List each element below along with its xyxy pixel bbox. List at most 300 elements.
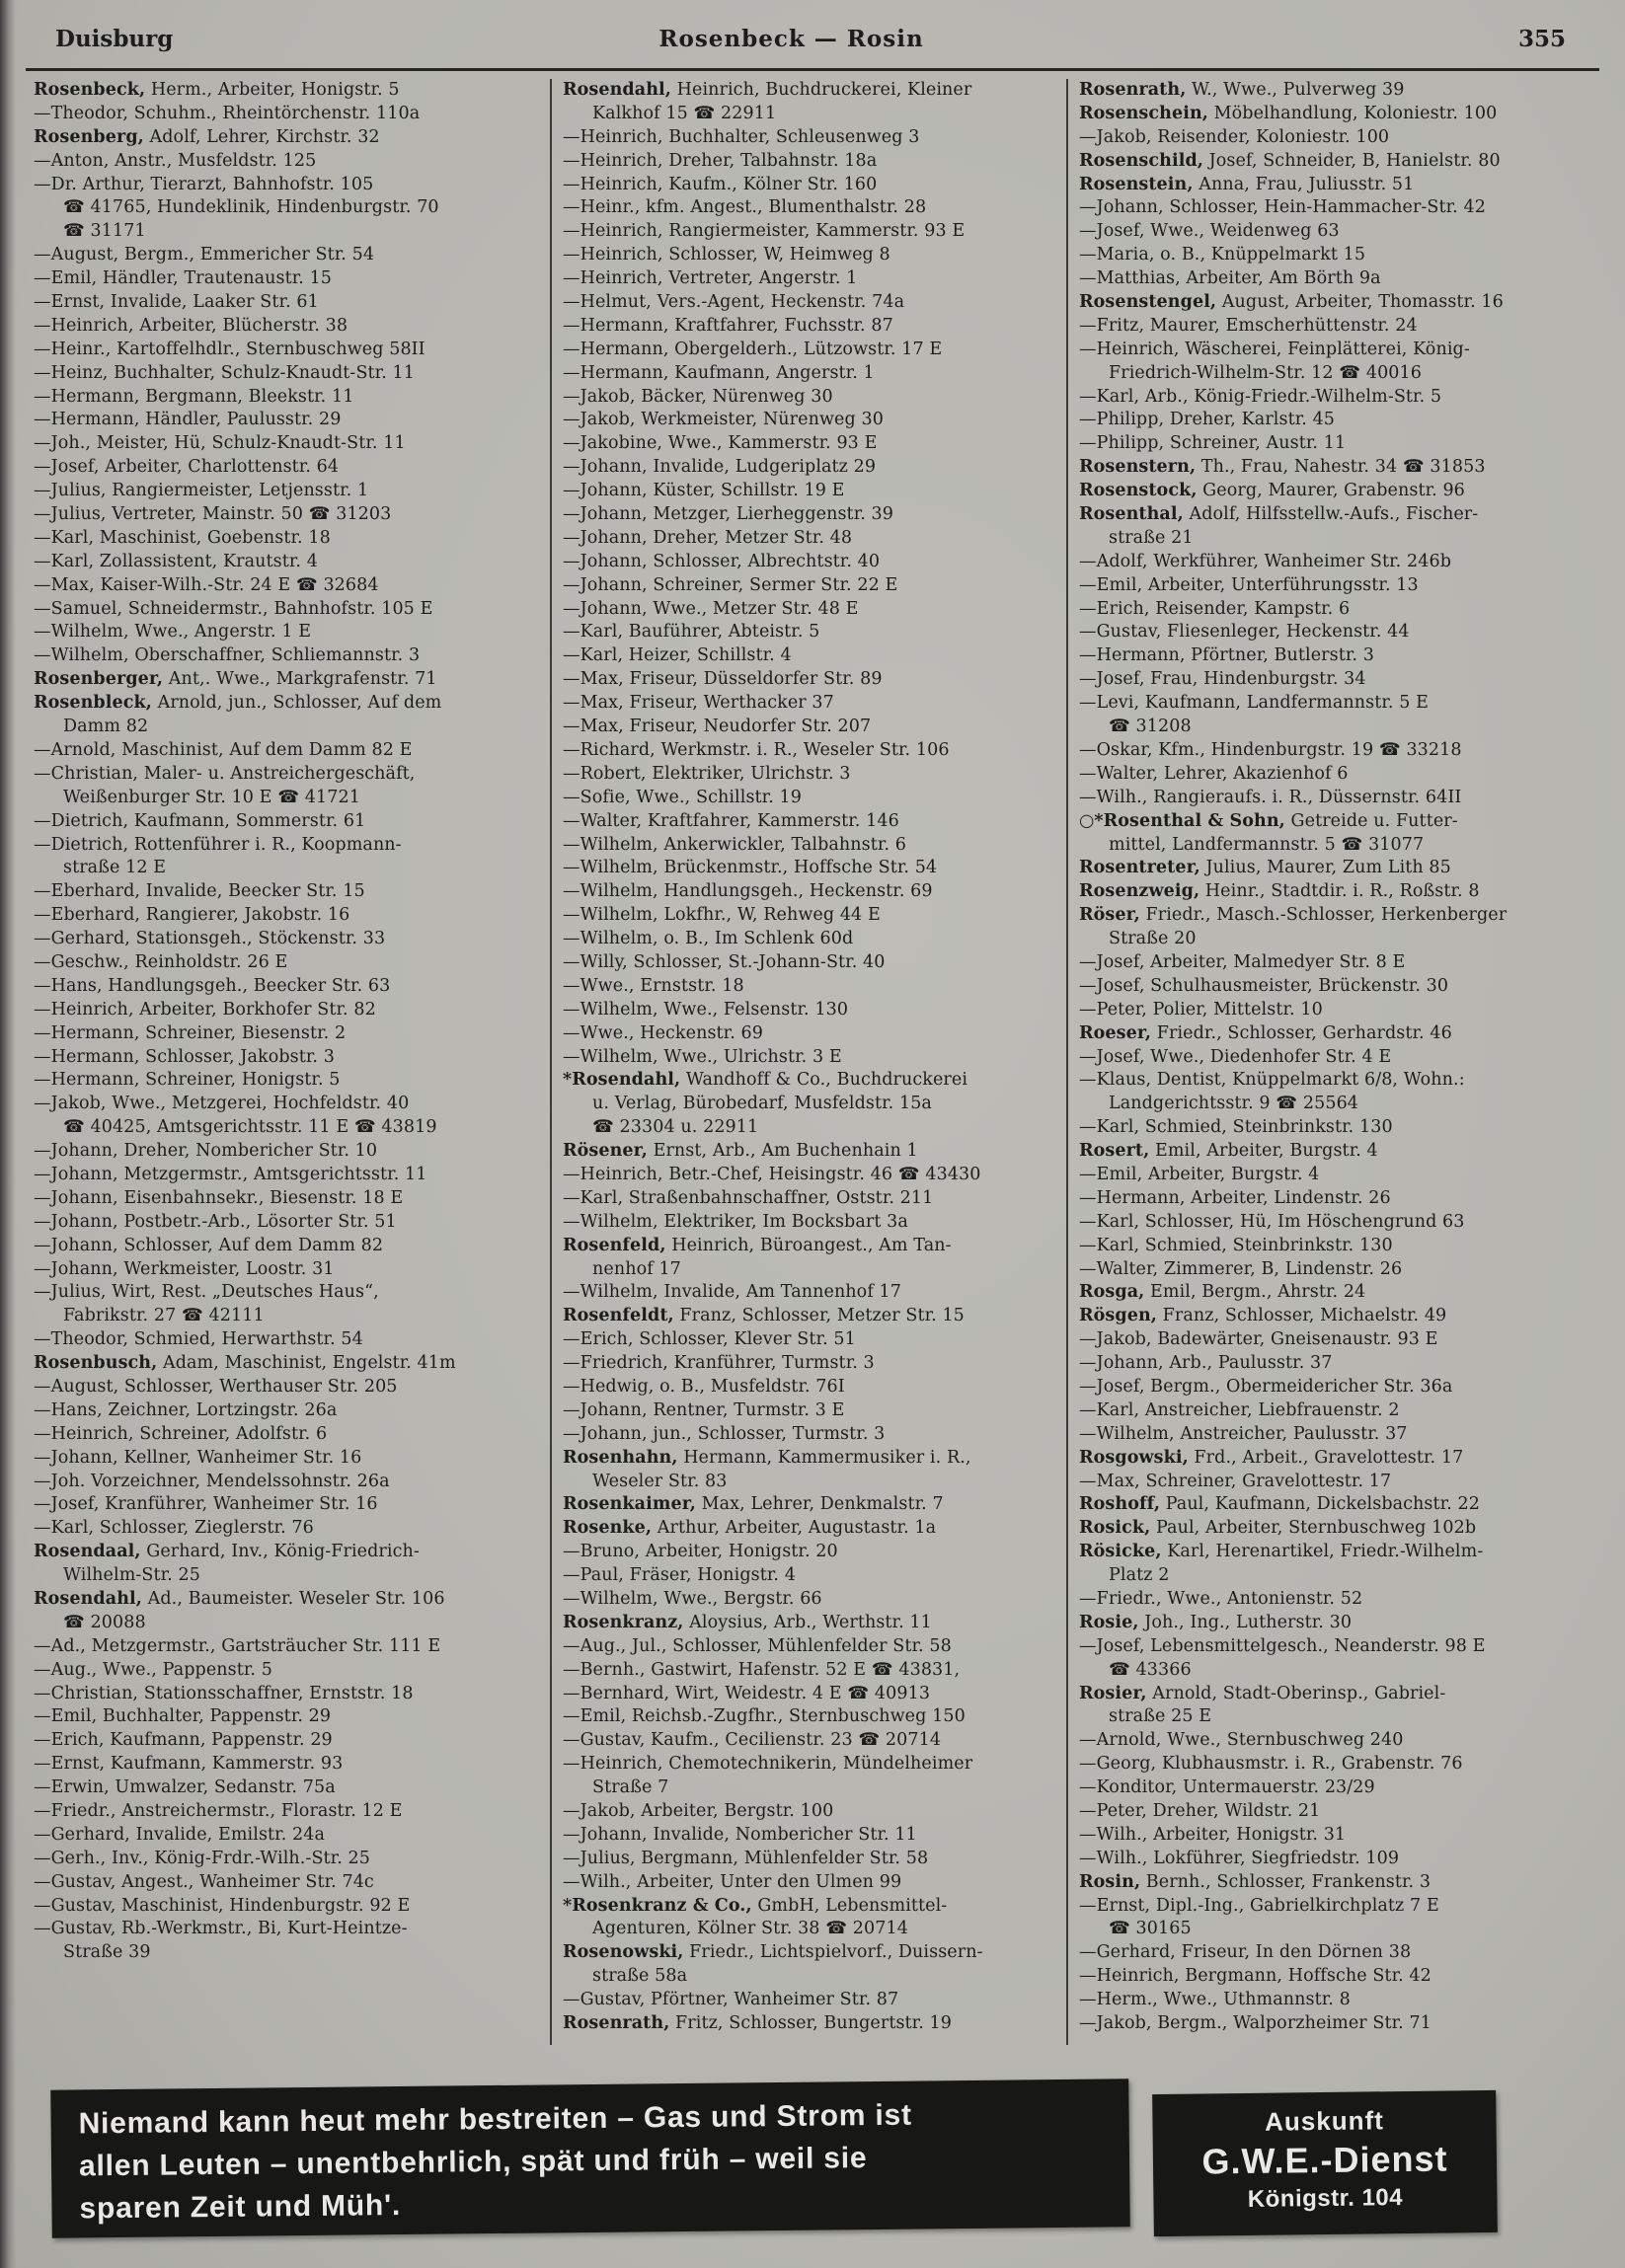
column-1 [34, 79, 543, 2045]
entry-line: —Hermann, Bergmann, Bleekstr. 11 [34, 386, 354, 407]
entry-line: Rosenhahn, Hermann, Kammermusiker i. R., [563, 1447, 971, 1468]
entry-line: Wilhelm-Str. 25 [63, 1565, 200, 1586]
entry-line: —Ad., Metzgermstr., Gartsträucher Str. 111 E [34, 1635, 441, 1656]
entry-line: —Jakob, Werkmeister, Nürenweg 30 [563, 410, 884, 430]
entry-line: —Julius, Wirt, Rest. „Deutsches Haus“, [34, 1282, 379, 1303]
entry-line: Rosenfeld, Heinrich, Büroangest., Am Tan- [563, 1235, 952, 1255]
entry-line: —Peter, Polier, Mittelstr. 10 [1079, 999, 1323, 1020]
entry-line: —Friedr., Anstreichermstr., Florastr. 12 E [34, 1801, 403, 1822]
entry-line: Rosenstengel, August, Arbeiter, Thomasstr. 16 [1079, 292, 1504, 313]
surname: Roshoff, [1079, 1494, 1161, 1515]
entry-line: ☎ 43366 [1109, 1659, 1192, 1680]
entry-line: —Dr. Arthur, Tierarzt, Bahnhofstr. 105 [34, 174, 374, 194]
entry-line: —Fritz, Maurer, Emscherhüttenstr. 24 [1079, 315, 1418, 336]
entry-line: —Gerh., Inv., König-Frdr.-Wilh.-Str. 25 [34, 1848, 371, 1868]
entry-line: Straße 20 [1109, 929, 1197, 949]
surname: Rosie, [1079, 1612, 1139, 1632]
surname: Rosenkranz, [563, 1612, 684, 1632]
entry-line: Rosenbleck, Arnold, jun., Schlosser, Auf dem [34, 693, 442, 714]
entry-line: —Bruno, Arbeiter, Honigstr. 20 [563, 1542, 838, 1562]
entry-line: —Philipp, Dreher, Karlstr. 45 [1079, 410, 1336, 430]
entry-line: straße 25 E [1109, 1706, 1212, 1727]
entry-line: —Johann, Wwe., Metzer Str. 48 E [563, 598, 859, 619]
entry-line: —Heinr., kfm. Angest., Blumenthalstr. 28 [563, 197, 927, 218]
entry-line: —Herm., Wwe., Uthmannstr. 8 [1079, 1990, 1351, 2010]
entry-line: —Wwe., Ernststr. 18 [563, 975, 744, 996]
entry-line: —Wilhelm, Invalide, Am Tannenhof 17 [563, 1282, 902, 1303]
entry-line: —Konditor, Untermauerstr. 23/29 [1079, 1777, 1375, 1798]
surname: Rosert, [1079, 1141, 1150, 1162]
entry-line: —Gustav, Pförtner, Wanheimer Str. 87 [563, 1990, 899, 2010]
entry-line: ☎ 31208 [1109, 717, 1192, 737]
entry-line: straße 12 E [63, 858, 167, 878]
header-name-range: Rosenbeck — Rosin [658, 26, 924, 52]
entry-line: Roeser, Friedr., Schlosser, Gerhardstr. 46 [1079, 1022, 1452, 1043]
entry-line: —August, Schlosser, Werthauser Str. 205 [34, 1376, 398, 1397]
ad-contact-label: Auskunft [1264, 2105, 1384, 2137]
entry-line: Rosenstern, Th., Frau, Nahestr. 34 ☎ 31853 [1079, 457, 1486, 478]
entry-line: —Walter, Lehrer, Akazienhof 6 [1079, 763, 1349, 784]
entry-line: —Max, Schreiner, Gravelottestr. 17 [1079, 1471, 1392, 1491]
entry-line: —Gustav, Rb.-Werkmstr., Bi, Kurt-Heintze- [34, 1919, 408, 1939]
entry-line: —Heinr., Kartoffelhdlr., Sternbuschweg 58II [34, 339, 426, 359]
entry-line: —Johann, Invalide, Nombericher Str. 11 [563, 1824, 917, 1845]
surname: Rosenstengel, [1079, 292, 1217, 313]
entry-line: —Dietrich, Rottenführer i. R., Koopmann- [34, 834, 402, 855]
entry-line: —Wwe., Heckenstr. 69 [563, 1022, 764, 1043]
entry-line: —Gustav, Maschinist, Hindenburgstr. 92 E [34, 1895, 411, 1916]
entry-line: —Heinrich, Arbeiter, Blücherstr. 38 [34, 315, 348, 336]
surname: Rosenke, [563, 1518, 653, 1539]
entry-line: Rosenbusch, Adam, Maschinist, Engelstr. 41m [34, 1353, 456, 1374]
entry-line: —Hermann, Kaufmann, Angerstr. 1 [563, 362, 875, 383]
entry-line: —August, Bergm., Emmericher Str. 54 [34, 245, 375, 265]
entry-line: ☎ 31171 [63, 221, 146, 242]
entry-line: —Karl, Schmied, Steinbrinkstr. 130 [1079, 1235, 1393, 1255]
entry-line: —Heinrich, Wäscherei, Feinplätterei, König- [1079, 339, 1470, 359]
entry-line: —Josef, Wwe., Weidenweg 63 [1079, 221, 1340, 242]
entry-line: Rosick, Paul, Arbeiter, Sternbuschweg 102b [1079, 1518, 1477, 1539]
entry-line: Rosie, Joh., Ing., Lutherstr. 30 [1079, 1612, 1353, 1632]
entry-line: —Jakob, Wwe., Metzgerei, Hochfeldstr. 40 [34, 1094, 410, 1114]
entry-line: —Wilh., Lokführer, Siegfriedstr. 109 [1079, 1848, 1400, 1868]
entry-line: —Hermann, Schreiner, Biesenstr. 2 [34, 1022, 347, 1043]
entry-line: —Walter, Zimmerer, B, Lindenstr. 26 [1079, 1258, 1403, 1279]
entry-line: —Wilhelm, Lokfhr., W, Rehweg 44 E [563, 905, 881, 926]
entry-line: —Theodor, Schmied, Herwarthstr. 54 [34, 1329, 363, 1350]
entry-line: Agenturen, Kölner Str. 38 ☎ 20714 [592, 1919, 908, 1939]
entry-line: Rosenowski, Friedr., Lichtspielvorf., Duissern- [563, 1942, 983, 1963]
entry-line: —Josef, Frau, Hindenburgstr. 34 [1079, 669, 1366, 690]
entry-line: —Emil, Arbeiter, Unterführungsstr. 13 [1079, 574, 1419, 595]
entry-line: —Wilhelm, Ankerwickler, Talbahnstr. 6 [563, 834, 906, 855]
entry-line: —Johann, Eisenbahnsekr., Biesenstr. 18 E [34, 1187, 404, 1208]
entry-line: ☎ 30165 [1109, 1919, 1192, 1939]
entry-line: Platz 2 [1109, 1565, 1170, 1586]
entry-line: —Wilhelm, Handlungsgeh., Heckenstr. 69 [563, 881, 933, 902]
ad-slogan-line-1: Niemand kann heut mehr bestreiten – Gas und Strom ist [78, 2098, 912, 2141]
entry-line: Rosendahl, Ad., Baumeister. Weseler Str. 106 [34, 1589, 445, 1609]
entry-line: —Richard, Werkmstr. i. R., Weseler Str. 106 [563, 739, 950, 760]
entry-line: Rosenschild, Josef, Schneider, B, Hanielstr. 80 [1079, 150, 1501, 171]
surname: Rosendaal, [34, 1542, 141, 1562]
entry-line: straße 21 [1109, 527, 1194, 548]
entry-line: —Johann, Werkmeister, Loostr. 31 [34, 1258, 335, 1279]
entry-line: Rosgowski, Frd., Arbeit., Gravelottestr. 17 [1079, 1447, 1464, 1468]
entry-line: —Max, Friseur, Neudorfer Str. 207 [563, 717, 872, 737]
entry-line: —Johann, Schlosser, Albrechtstr. 40 [563, 551, 881, 571]
entry-line: —Jakob, Badewärter, Gneisenaustr. 93 E [1079, 1329, 1438, 1350]
entry-line: —Johann, Dreher, Nombericher Str. 10 [34, 1141, 378, 1162]
entry-line: —Johann, Postbetr.-Arb., Lösorter Str. 51 [34, 1211, 397, 1232]
entry-line: —Gustav, Angest., Wanheimer Str. 74c [34, 1871, 374, 1892]
entry-line: straße 58a [592, 1966, 688, 1987]
surname: Rösener, [563, 1141, 648, 1162]
entry-line: —Julius, Rangiermeister, Letjensstr. 1 [34, 481, 369, 501]
entry-line: —Geschw., Reinholdstr. 26 E [34, 951, 288, 972]
ad-banner-slogan [50, 2079, 1130, 2237]
entry-line: Rosin, Bernh., Schlosser, Frankenstr. 3 [1079, 1871, 1432, 1892]
entry-line: —Hermann, Obergelderh., Lützowstr. 17 E [563, 339, 943, 359]
entry-line: nenhof 17 [592, 1258, 681, 1279]
header-page-number: 355 [1517, 26, 1566, 52]
entry-line: —Heinrich, Betr.-Chef, Heisingstr. 46 ☎ 43430 [563, 1164, 981, 1184]
entry-line: —Anton, Anstr., Musfeldstr. 125 [34, 150, 317, 171]
entry-line: —Karl, Arb., König-Friedr.-Wilhelm-Str. 5 [1079, 386, 1442, 407]
entry-line: —Johann, Metzgermstr., Amtsgerichtsstr. 11 [34, 1164, 427, 1184]
header-rule [26, 68, 1599, 71]
entry-line: —Wilhelm, o. B., Im Schlenk 60d [563, 929, 854, 949]
surname: Rosenrath, [1079, 80, 1187, 100]
entry-line: Rosier, Arnold, Stadt-Oberinsp., Gabriel- [1079, 1683, 1446, 1703]
entry-line: —Heinrich, Arbeiter, Borkhofer Str. 82 [34, 999, 376, 1020]
entry-line: —Heinrich, Dreher, Talbahnstr. 18a [563, 150, 878, 171]
entry-line: —Johann, Schreiner, Sermer Str. 22 E [563, 574, 898, 595]
entry-line: —Karl, Zollassistent, Krautstr. 4 [34, 551, 318, 571]
entry-line: Rosenkaimer, Max, Lehrer, Denkmalstr. 7 [563, 1494, 944, 1515]
entry-line: Rosert, Emil, Arbeiter, Burgstr. 4 [1079, 1141, 1378, 1162]
entry-line: —Josef, Arbeiter, Charlottenstr. 64 [34, 457, 340, 478]
entry-line: —Ernst, Invalide, Laaker Str. 61 [34, 292, 319, 313]
surname: Rosenberger, [34, 669, 164, 690]
surname: Rosenowski, [563, 1942, 684, 1963]
entry-line: —Bernh., Gastwirt, Hafenstr. 52 E ☎ 43831, [563, 1659, 961, 1680]
ad-slogan-line-3: sparen Zeit und Müh'. [79, 2189, 402, 2226]
entry-line: —Sofie, Wwe., Schillstr. 19 [563, 787, 802, 807]
entry-line: —Aug., Wwe., Pappenstr. 5 [34, 1659, 272, 1680]
entry-line: —Hermann, Pförtner, Butlerstr. 3 [1079, 645, 1374, 666]
entry-line: —Karl, Schmied, Steinbrinkstr. 130 [1079, 1117, 1393, 1138]
entry-line: —Adolf, Werkführer, Wanheimer Str. 246b [1079, 551, 1452, 571]
entry-line: —Oskar, Kfm., Hindenburgstr. 19 ☎ 33218 [1079, 739, 1462, 760]
entry-line: —Julius, Vertreter, Mainstr. 50 ☎ 31203 [34, 504, 392, 525]
surname: Rösicke, [1079, 1542, 1162, 1562]
entry-line: —Jakob, Bergm., Walporzheimer Str. 71 [1079, 2013, 1432, 2034]
surname: Rosendahl, [563, 80, 671, 100]
surname: Rosentreter, [1079, 858, 1200, 878]
entry-line: —Karl, Bauführer, Abteistr. 5 [563, 622, 820, 643]
directory-columns [34, 79, 1576, 2045]
entry-line: —Joh. Vorzeichner, Mendelssohnstr. 26a [34, 1471, 390, 1491]
entry-line: —Johann, Kellner, Wanheimer Str. 16 [34, 1447, 362, 1468]
entry-line: —Eberhard, Invalide, Beecker Str. 15 [34, 881, 365, 902]
entry-line: —Christian, Stationsschaffner, Ernststr. 18 [34, 1683, 414, 1703]
entry-line: —Hermann, Schlosser, Jakobstr. 3 [34, 1046, 335, 1067]
entry-line: —Levi, Kaufmann, Landfermannstr. 5 E [1079, 693, 1429, 714]
entry-line: —Gerhard, Invalide, Emilstr. 24a [34, 1824, 326, 1845]
entry-line: Rosendaal, Gerhard, Inv., König-Friedrich- [34, 1542, 420, 1562]
entry-line: —Johann, Metzger, Lierheggenstr. 39 [563, 504, 894, 525]
surname: Rosendahl, [34, 1589, 142, 1609]
entry-line: —Emil, Arbeiter, Burgstr. 4 [1079, 1164, 1320, 1184]
entry-line: —Jakob, Arbeiter, Bergstr. 100 [563, 1801, 834, 1822]
entry-line: —Karl, Schlosser, Hü, Im Höschengrund 63 [1079, 1211, 1465, 1232]
entry-line: —Josef, Kranführer, Wanheimer Str. 16 [34, 1494, 378, 1515]
entry-line: —Hermann, Kraftfahrer, Fuchsstr. 87 [563, 315, 893, 336]
entry-line: —Johann, Küster, Schillstr. 19 E [563, 481, 845, 501]
entry-line: —Theodor, Schuhm., Rheintörchenstr. 110a [34, 103, 421, 123]
entry-line: —Hans, Zeichner, Lortzingstr. 26a [34, 1399, 338, 1420]
surname: Rosenhahn, [563, 1447, 678, 1468]
entry-line: —Emil, Buchhalter, Pappenstr. 29 [34, 1706, 332, 1727]
entry-line: —Heinrich, Vertreter, Angerstr. 1 [563, 268, 858, 289]
entry-line: u. Verlag, Bürobedarf, Musfeldstr. 15a [592, 1094, 932, 1114]
entry-line: Rosga, Emil, Bergm., Ahrstr. 24 [1079, 1282, 1366, 1303]
surname: Rosenbusch, [34, 1353, 158, 1374]
entry-line: Rosenke, Arthur, Arbeiter, Augustastr. 1a [563, 1518, 937, 1539]
entry-line: ☎ 40425, Amtsgerichtsstr. 11 E ☎ 43819 [63, 1117, 437, 1138]
entry-line: —Wilhelm, Wwe., Angerstr. 1 E [34, 622, 312, 643]
entry-line: Damm 82 [63, 717, 149, 737]
entry-line: —Wilh., Arbeiter, Unter den Ulmen 99 [563, 1871, 902, 1892]
surname: Rosenbleck, [34, 693, 152, 714]
entry-line: —Hedwig, o. B., Musfeldstr. 76I [563, 1376, 845, 1397]
entry-line: —Paul, Fräser, Honigstr. 4 [563, 1565, 796, 1586]
surname: Rösgen, [1079, 1306, 1157, 1326]
entry-line: Rosenrath, W., Wwe., Pulverweg 39 [1079, 80, 1405, 100]
entry-line: Kalkhof 15 ☎ 22911 [592, 103, 777, 123]
surname: *Rosenkranz & Co., [563, 1895, 752, 1916]
entry-line: —Heinrich, Schreiner, Adolfstr. 6 [34, 1423, 328, 1444]
entry-line: —Peter, Dreher, Wildstr. 21 [1079, 1801, 1321, 1822]
surname: ○*Rosenthal & Sohn, [1079, 810, 1285, 831]
entry-line: —Gustav, Kaufm., Cecilienstr. 23 ☎ 20714 [563, 1730, 942, 1751]
entry-line: —Jakobine, Wwe., Kammerstr. 93 E [563, 433, 878, 454]
entry-line: —Friedr., Wwe., Antonienstr. 52 [1079, 1589, 1363, 1609]
surname: *Rosendahl, [563, 1070, 681, 1091]
entry-line: —Josef, Lebensmittelgesch., Neanderstr. 98 E [1079, 1635, 1486, 1656]
entry-line: Rosenstein, Anna, Frau, Juliusstr. 51 [1079, 174, 1415, 194]
entry-line: —Josef, Bergm., Obermeidericher Str. 36a [1079, 1376, 1453, 1397]
surname: Rosenrath, [563, 2013, 670, 2034]
entry-line: —Maria, o. B., Knüppelmarkt 15 [1079, 245, 1366, 265]
entry-line: —Wilhelm, Brückenmstr., Hoffsche Str. 54 [563, 858, 938, 878]
entry-line: —Christian, Maler- u. Anstreichergeschäft, [34, 763, 416, 784]
entry-line: Straße 7 [592, 1777, 669, 1798]
entry-line: —Dietrich, Kaufmann, Sommerstr. 61 [34, 810, 366, 831]
entry-line: Rösgen, Franz, Schlosser, Michaelstr. 49 [1079, 1306, 1447, 1326]
entry-line: Rosenkranz, Aloysius, Arb., Werthstr. 11 [563, 1612, 932, 1632]
surname: Rosgowski, [1079, 1447, 1189, 1468]
entry-line: Rosenstock, Georg, Maurer, Grabenstr. 96 [1079, 481, 1465, 501]
entry-line: —Walter, Kraftfahrer, Kammerstr. 146 [563, 810, 899, 831]
entry-line: Weseler Str. 83 [592, 1471, 728, 1491]
entry-line: Fabrikstr. 27 ☎ 42111 [63, 1306, 265, 1326]
entry-line: ☎ 20088 [63, 1612, 146, 1632]
entry-line: —Hermann, Schreiner, Honigstr. 5 [34, 1070, 341, 1091]
ad-slogan-line-2: allen Leuten – unentbehrlich, spät und früh – weil sie [78, 2142, 868, 2183]
surname: Rosenkaimer, [563, 1494, 696, 1515]
entry-line: —Emil, Händler, Trautenaustr. 15 [34, 268, 333, 289]
entry-line: Rosenrath, Fritz, Schlosser, Bungertstr. 19 [563, 2013, 953, 2034]
entry-line: ☎ 23304 u. 22911 [592, 1117, 759, 1138]
entry-line: —Hermann, Händler, Paulusstr. 29 [34, 410, 342, 430]
entry-line: —Georg, Klubhausmstr. i. R., Grabenstr. 76 [1079, 1754, 1463, 1775]
entry-line: —Jakob, Bäcker, Nürenweg 30 [563, 386, 833, 407]
surname: Röser, [1079, 905, 1140, 926]
entry-line: Rösicke, Karl, Herenartikel, Friedr.-Wilhelm- [1079, 1542, 1484, 1562]
entry-line: —Aug., Jul., Schlosser, Mühlenfelder Str. 58 [563, 1635, 952, 1656]
entry-line: Rösener, Ernst, Arb., Am Buchenhain 1 [563, 1141, 918, 1162]
entry-line: —Erich, Reisender, Kampstr. 6 [1079, 598, 1351, 619]
entry-line: —Wilh., Rangieraufs. i. R., Düssernstr. 64II [1079, 787, 1462, 807]
entry-line: —Erwin, Umwalzer, Sedanstr. 75a [34, 1777, 336, 1798]
entry-line: —Heinrich, Bergmann, Hoffsche Str. 42 [1079, 1966, 1432, 1987]
entry-line: —Max, Friseur, Düsseldorfer Str. 89 [563, 669, 883, 690]
entry-line: —Ernst, Kaufmann, Kammerstr. 93 [34, 1754, 344, 1775]
entry-line: —Heinrich, Chemotechnikerin, Mündelheimer [563, 1754, 973, 1775]
entry-line: *Rosendahl, Wandhoff & Co., Buchdruckerei [563, 1070, 968, 1091]
surname: Rosenstein, [1079, 174, 1194, 194]
entry-line: —Wilh., Arbeiter, Honigstr. 31 [1079, 1824, 1347, 1845]
entry-line: Rosenfeldt, Franz, Schlosser, Metzer Str. 15 [563, 1306, 965, 1326]
entry-line: Weißenburger Str. 10 E ☎ 41721 [63, 787, 360, 807]
ad-contact-address: Königstr. 104 [1247, 2184, 1404, 2213]
entry-line: —Johann, Dreher, Metzer Str. 48 [563, 527, 853, 548]
book-spine-shadow [0, 0, 16, 2268]
surname: Rosenschild, [1079, 150, 1203, 171]
entry-line: —Emil, Reichsb.-Zugfhr., Sternbuschweg 150 [563, 1706, 966, 1727]
surname: Rosga, [1079, 1282, 1145, 1303]
entry-line: Rosenberg, Adolf, Lehrer, Kirchstr. 32 [34, 126, 380, 147]
entry-line: —Karl, Maschinist, Goebenstr. 18 [34, 527, 331, 548]
entry-line: —Heinrich, Rangiermeister, Kammerstr. 93 E [563, 221, 966, 242]
entry-line: —Joh., Meister, Hü, Schulz-Knaudt-Str. 11 [34, 433, 406, 454]
entry-line: mittel, Landfermannstr. 5 ☎ 31077 [1109, 834, 1425, 855]
entry-line: Rosenschein, Möbelhandlung, Koloniestr. 100 [1079, 103, 1498, 123]
surname: Roeser, [1079, 1022, 1152, 1043]
entry-line: —Johann, Invalide, Ludgeriplatz 29 [563, 457, 877, 478]
entry-line: —Wilhelm, Oberschaffner, Schliemannstr. 3 [34, 645, 421, 666]
surname: Rosenberg, [34, 126, 144, 147]
entry-line: —Max, Kaiser-Wilh.-Str. 24 E ☎ 32684 [34, 574, 379, 595]
entry-line: —Friedrich, Kranführer, Turmstr. 3 [563, 1353, 875, 1374]
column-3 [1066, 79, 1576, 2045]
entry-line: Rosenberger, Ant,. Wwe., Markgrafenstr. 71 [34, 669, 437, 690]
entry-line: —Wilhelm, Wwe., Felsenstr. 130 [563, 999, 849, 1020]
entry-line: —Philipp, Schreiner, Austr. 11 [1079, 433, 1347, 454]
entry-line: —Ernst, Dipl.-Ing., Gabrielkirchplatz 7 E [1079, 1895, 1439, 1916]
ad-banner-contact [1152, 2090, 1498, 2236]
column-2 [550, 79, 1059, 2045]
entry-line: —Johann, Schlosser, Auf dem Damm 82 [34, 1235, 384, 1255]
entry-line: —Johann, Rentner, Turmstr. 3 E [563, 1399, 845, 1420]
entry-line: Rosenbeck, Herm., Arbeiter, Honigstr. 5 [34, 80, 400, 100]
entry-line: —Johann, jun., Schlosser, Turmstr. 3 [563, 1423, 886, 1444]
entry-line: —Wilhelm, Elektriker, Im Bocksbart 3a [563, 1211, 908, 1232]
entry-line: —Gerhard, Stationsgeh., Stöckenstr. 33 [34, 929, 386, 949]
entry-line: —Heinrich, Schlosser, W, Heimweg 8 [563, 245, 890, 265]
entry-line: —Hermann, Arbeiter, Lindenstr. 26 [1079, 1187, 1391, 1208]
entry-line: —Gerhard, Friseur, In den Dörnen 38 [1079, 1942, 1412, 1963]
entry-line: —Hans, Handlungsgeh., Beecker Str. 63 [34, 975, 391, 996]
entry-line: —Karl, Anstreicher, Liebfrauenstr. 2 [1079, 1399, 1400, 1420]
entry-line: —Matthias, Arbeiter, Am Börth 9a [1079, 268, 1381, 289]
entry-line: Rosenthal, Adolf, Hilfsstellw.-Aufs., Fischer- [1079, 504, 1479, 525]
entry-line: —Willy, Schlosser, St.-Johann-Str. 40 [563, 951, 886, 972]
entry-line: ○*Rosenthal & Sohn, Getreide u. Futter- [1079, 810, 1458, 831]
entry-line: —Johann, Arb., Paulusstr. 37 [1079, 1353, 1333, 1374]
entry-line: —Karl, Straßenbahnschaffner, Oststr. 211 [563, 1187, 934, 1208]
surname: Rosin, [1079, 1871, 1141, 1892]
surname: Rosenstock, [1079, 481, 1198, 501]
surname: Rosenzweig, [1079, 881, 1200, 902]
entry-line: —Heinz, Buchhalter, Schulz-Knaudt-Str. 11 [34, 362, 416, 383]
header-city: Duisburg [55, 26, 174, 52]
surname: Rosenbeck, [34, 80, 146, 100]
entry-line: Straße 39 [63, 1942, 151, 1963]
entry-line: Rosentreter, Julius, Maurer, Zum Lith 85 [1079, 858, 1451, 878]
entry-line: Rosenzweig, Heinr., Stadtdir. i. R., Roßstr. 8 [1079, 881, 1480, 902]
entry-line: —Wilhelm, Anstreicher, Paulusstr. 37 [1079, 1423, 1408, 1444]
entry-line: *Rosenkranz & Co., GmbH, Lebensmittel- [563, 1895, 948, 1916]
entry-line: Röser, Friedr., Masch.-Schlosser, Herkenberger [1079, 905, 1508, 926]
entry-line: —Max, Friseur, Werthacker 37 [563, 693, 834, 714]
entry-line: —Arnold, Maschinist, Auf dem Damm 82 E [34, 739, 413, 760]
entry-line: —Jakob, Reisender, Koloniestr. 100 [1079, 126, 1390, 147]
entry-line: —Gustav, Fliesenleger, Heckenstr. 44 [1079, 622, 1410, 643]
entry-line: Roshoff, Paul, Kaufmann, Dickelsbachstr. 22 [1079, 1494, 1480, 1515]
entry-line: —Klaus, Dentist, Knüppelmarkt 6/8, Wohn.: [1079, 1070, 1465, 1091]
surname: Rosenfeld, [563, 1235, 666, 1255]
entry-line: —Helmut, Vers.-Agent, Heckenstr. 74a [563, 292, 905, 313]
entry-line: —Bernhard, Wirt, Weidestr. 4 E ☎ 40913 [563, 1683, 931, 1703]
entry-line: —Robert, Elektriker, Ulrichstr. 3 [563, 763, 851, 784]
entry-line: —Karl, Heizer, Schillstr. 4 [563, 645, 792, 666]
ad-contact-service: G.W.E.-Dienst [1201, 2138, 1448, 2182]
surname: Rosenfeldt, [563, 1306, 674, 1326]
entry-line: —Johann, Schlosser, Hein-Hammacher-Str. 42 [1079, 197, 1486, 218]
entry-line: —Heinrich, Buchhalter, Schleusenweg 3 [563, 126, 920, 147]
surname: Rosick, [1079, 1518, 1151, 1539]
entry-line: —Karl, Schlosser, Zieglerstr. 76 [34, 1518, 314, 1539]
entry-line: —Samuel, Schneidermstr., Bahnhofstr. 105 E [34, 598, 433, 619]
entry-line: Rosendahl, Heinrich, Buchdruckerei, Kleiner [563, 80, 972, 100]
entry-line: —Erich, Schlosser, Klever Str. 51 [563, 1329, 856, 1350]
surname: Rosenstern, [1079, 457, 1197, 478]
entry-line: —Eberhard, Rangierer, Jakobstr. 16 [34, 905, 350, 926]
page-header [55, 26, 1570, 59]
entry-line: —Erich, Kaufmann, Pappenstr. 29 [34, 1730, 333, 1751]
entry-line: Landgerichtsstr. 9 ☎ 25564 [1109, 1094, 1359, 1114]
entry-line: —Julius, Bergmann, Mühlenfelder Str. 58 [563, 1848, 929, 1868]
entry-line: —Josef, Wwe., Diedenhofer Str. 4 E [1079, 1046, 1392, 1067]
surname: Rosenschein, [1079, 103, 1208, 123]
entry-line: —Wilhelm, Wwe., Ulrichstr. 3 E [563, 1046, 842, 1067]
surname: Rosier, [1079, 1683, 1147, 1703]
entry-line: —Arnold, Wwe., Sternbuschweg 240 [1079, 1730, 1404, 1751]
entry-line: Friedrich-Wilhelm-Str. 12 ☎ 40016 [1109, 362, 1423, 383]
